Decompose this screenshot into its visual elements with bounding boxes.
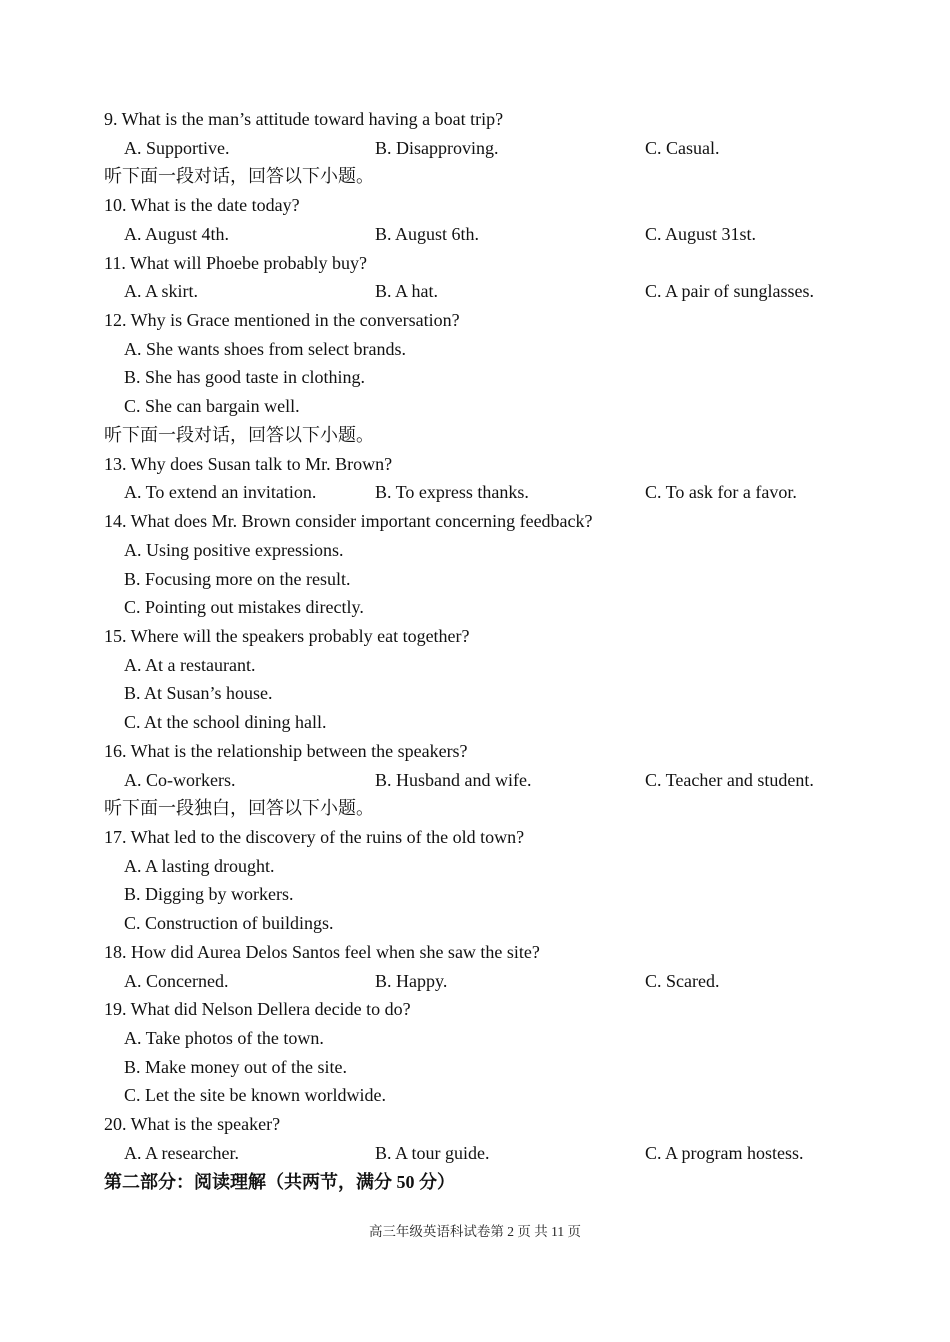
option-c: C. To ask for a favor. — [645, 482, 797, 503]
option-b: B. To express thanks. — [375, 482, 529, 503]
option-label: B. She has good taste in clothing. — [124, 367, 365, 388]
question-text — [104, 306, 950, 335]
question-label: 10. What is the date today? — [104, 195, 300, 216]
question-label: 18. How did Aurea Delos Santos feel when she saw the site? — [104, 941, 540, 962]
option-b: B. A tour guide. — [375, 1142, 490, 1163]
options-row — [0, 277, 950, 306]
question-text — [104, 105, 950, 134]
question-label: 13. Why does Susan talk to Mr. Brown? — [104, 453, 393, 474]
section-heading — [104, 1168, 950, 1197]
option-a: A. To extend an invitation. — [124, 482, 317, 503]
option-line — [0, 335, 950, 364]
option-a: A. A researcher. — [124, 1142, 239, 1163]
instruction-text — [104, 162, 950, 191]
option-a: A. August 4th. — [124, 223, 230, 244]
option-label: C. Construction of buildings. — [124, 913, 334, 934]
question-label: 19. What did Nelson Dellera decide to do? — [104, 999, 411, 1020]
option-line — [0, 392, 950, 421]
question-label: 17. What led to the discovery of the ruins of the old town? — [104, 827, 525, 847]
option-line — [0, 593, 950, 622]
option-line — [0, 1081, 950, 1110]
instruction-label: 听下面一段独白，回答以下小题。 — [104, 798, 374, 819]
question-text — [104, 450, 950, 479]
question-text — [104, 249, 950, 278]
option-label: B. Digging by workers. — [124, 884, 294, 905]
option-line — [0, 536, 950, 565]
question-label: 14. What does Mr. Brown consider important concerning feedback? — [104, 511, 593, 532]
question-text — [104, 938, 950, 967]
option-line — [0, 651, 950, 680]
option-line — [0, 363, 950, 392]
option-label: A. Using positive expressions. — [124, 539, 344, 560]
option-c: C. August 31st. — [645, 223, 757, 244]
option-a: A. A skirt. — [124, 281, 199, 302]
option-label: A. At a restaurant. — [124, 654, 256, 675]
section-heading-label: 第二部分：阅读理解（共两节，满分 50 分） — [104, 1171, 455, 1192]
option-a: A. Co-workers. — [124, 769, 236, 790]
option-label: A. Take photos of the town. — [124, 1028, 324, 1049]
option-b: B. Disapproving. — [375, 137, 499, 158]
option-b: B. Happy. — [375, 970, 448, 991]
option-c: C. Casual. — [645, 137, 720, 158]
options-row — [0, 134, 950, 163]
options-row — [0, 967, 950, 996]
options-row — [0, 478, 950, 507]
option-c: C. Scared. — [645, 970, 720, 991]
options-row — [0, 1139, 950, 1168]
instruction-label: 听下面一段对话，回答以下小题。 — [104, 166, 374, 187]
question-label: 9. What is the man’s attitude toward having a boat trip? — [104, 109, 504, 129]
option-b: B. Husband and wife. — [375, 769, 532, 790]
option-line — [0, 679, 950, 708]
question-text — [104, 737, 950, 766]
question-label: 11. What will Phoebe probably buy? — [104, 252, 367, 273]
question-label: 20. What is the speaker? — [104, 1114, 281, 1135]
option-c: C. A program hostess. — [645, 1142, 804, 1163]
option-label: A. A lasting drought. — [124, 855, 275, 876]
instruction-label: 听下面一段对话，回答以下小题。 — [104, 424, 374, 445]
option-line — [0, 852, 950, 881]
option-label: C. She can bargain well. — [124, 396, 300, 417]
option-line — [0, 880, 950, 909]
question-text — [104, 995, 950, 1024]
question-label: 12. Why is Grace mentioned in the conversation? — [104, 310, 460, 331]
question-text — [104, 622, 950, 651]
question-text — [104, 823, 950, 852]
option-line — [0, 1024, 950, 1053]
option-a: A. Supportive. — [124, 137, 230, 158]
question-text — [104, 191, 950, 220]
option-line — [0, 909, 950, 938]
option-label: A. She wants shoes from select brands. — [124, 338, 406, 359]
option-label: B. Focusing more on the result. — [124, 568, 351, 589]
option-label: C. At the school dining hall. — [124, 712, 327, 733]
question-text — [104, 507, 950, 536]
instruction-text — [104, 421, 950, 450]
option-b: B. A hat. — [375, 281, 439, 302]
options-row — [0, 220, 950, 249]
question-text — [104, 1110, 950, 1139]
option-label: C. Pointing out mistakes directly. — [124, 597, 364, 618]
option-b: B. August 6th. — [375, 223, 480, 244]
instruction-text — [104, 794, 950, 823]
option-line — [0, 565, 950, 594]
option-label: B. At Susan’s house. — [124, 683, 273, 704]
option-line — [0, 708, 950, 737]
option-c: C. Teacher and student. — [645, 769, 814, 790]
option-line — [0, 1053, 950, 1082]
option-label: B. Make money out of the site. — [124, 1056, 347, 1077]
question-label: 15. Where will the speakers probably eat together? — [104, 625, 470, 646]
option-label: C. Let the site be known worldwide. — [124, 1085, 386, 1106]
option-c: C. A pair of sunglasses. — [645, 281, 814, 302]
options-row — [0, 766, 950, 795]
option-a: A. Concerned. — [124, 970, 229, 991]
page-footer: 高三年级英语科试卷第 2 页 共 11 页 — [368, 1224, 582, 1239]
question-label: 16. What is the relationship between the speakers? — [104, 740, 468, 761]
